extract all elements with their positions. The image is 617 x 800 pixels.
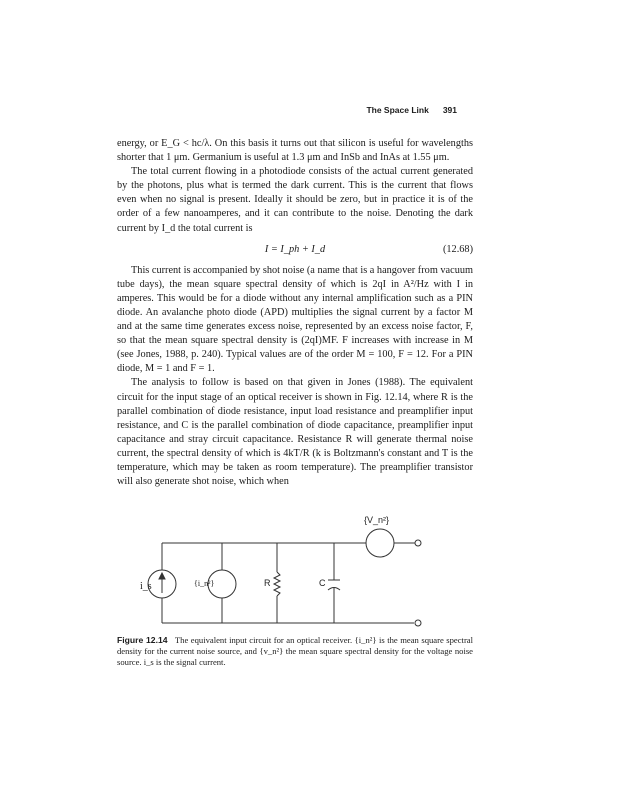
caption-text: The equivalent input circuit for an optical receiver. {i_n²} is the mean square spectral density for the current noise source, and {v_n²} the mean square spectral density for the voltage noise source. i_s is the signal current. [117,635,474,667]
current-noise-label: {i_n²} [194,579,215,588]
circuit-figure [112,510,482,640]
signal-current-label: i_s [140,581,152,592]
caption-label: Figure 12.14 [117,635,168,645]
capacitor-label: C [319,578,326,588]
paragraph-4: The analysis to follow is based on that given in Jones (1988). The equivalent circuit for the input stage of an optical receiver is shown in Fig. 12.14, where R is the parallel combination of diode resistance, input load resistance and preamplifier input resistance, and C is the parallel combination of diode capacitance, preamplifier input capacitance and stray circuit capacitance. Resistance R will generate thermal noise current, the spectral density of which is 4kT/R (k is Boltzmann's constant and T is the temperature, which may be taken as room temperature). The preamplifier transistor will also generate shot noise, which when [117,377,473,488]
figure-caption [117,635,473,668]
signal-current-source-icon [148,570,176,598]
equation-body: I = I_ph + I_d [264,243,326,255]
voltage-noise-label: {V_n²} [364,515,390,525]
resistor-label: R [264,578,271,588]
resistor-icon [274,572,280,596]
voltage-noise-source-icon [272,529,421,626]
body-text [117,137,473,489]
equation-number: (12.68) [442,243,473,255]
paragraph-1: energy, or E_G < hc/λ. On this basis it turns out that silicon is useful for wavelengths shorter that 1 μm. Germanium is useful at 1.3 μm and InSb and InAs at 1.55 μm. [117,138,473,164]
running-title: The Space Link [366,105,429,115]
paragraph-2: The total current flowing in a photodiode consists of the actual current generated by the photons, plus what is termed the dark current. This is the current that flows even when no signal is present. Ideally it should be zero, but in practice it is of the order of a few nanoamperes, and it can contribute to the noise. Denoting the dark current by I_d the total current is [117,166,473,234]
running-header [116,105,457,121]
equation-12-68 [117,236,473,264]
paragraph-3: This current is accompanied by shot noise (a name that is a hangover from vacuum tube days), the mean square spectral density of which is 2qI in A²/Hz with I in amperes. This would be for a diode without any internal amplification such as a PIN diode. An avalanche photo diode (APD) multiplies the signal current by a factor M and at the same time generates excess noise, represented by an excess noise factor, F, so that the mean square spectral density is (2qI)MF. F increases with increase in M (see Jones, 1988, p. 240). Typical values are of the order M = 100, F = 12. For a PIN diode, M = 1 and F = 1. [117,264,473,375]
page-number: 391 [442,105,457,115]
